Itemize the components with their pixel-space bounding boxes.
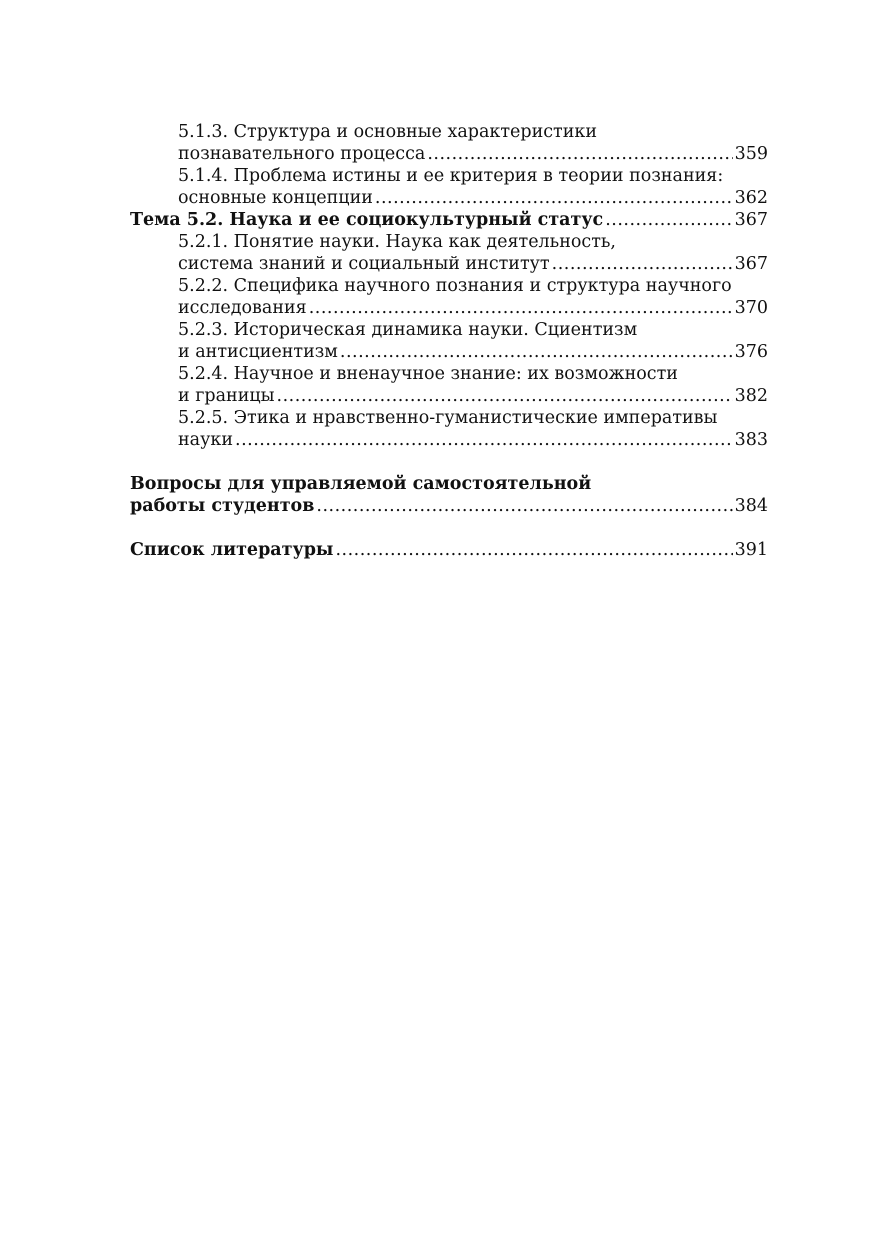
page-number: 382 <box>734 386 768 406</box>
toc-entry-5-1-4[interactable] <box>130 165 768 209</box>
page-number: 384 <box>734 496 768 516</box>
toc-entry-5-2-5[interactable] <box>130 407 768 451</box>
dot-leader <box>427 143 732 165</box>
toc-entry-title: 5.2.3. Историческая динамика науки. Сциентизм <box>178 320 638 340</box>
page-number: 376 <box>734 342 768 362</box>
toc-entry-title: науки <box>178 430 233 450</box>
toc-entry-title: основные концепции <box>178 188 373 208</box>
toc-entry-title: и антисциентизм <box>178 342 338 362</box>
dot-leader <box>605 209 732 231</box>
page-number: 383 <box>734 430 768 450</box>
page-number: 370 <box>734 298 768 318</box>
toc-entry-title: исследования <box>178 298 307 318</box>
toc-entry-title: 5.1.4. Проблема истины и ее критерия в теории познания: <box>178 166 724 186</box>
toc-entry-5-2-3[interactable] <box>130 319 768 363</box>
dot-leader <box>235 429 733 451</box>
dot-leader <box>340 341 733 363</box>
toc-entry-title: система знаний и социальный институт <box>178 254 550 274</box>
toc-entry-title: Вопросы для управляемой самостоятельной <box>130 474 592 494</box>
dot-leader <box>335 539 732 561</box>
toc-entry-5-1-3[interactable] <box>130 121 768 165</box>
toc-entry-title: 5.2.5. Этика и нравственно-гуманистические императивы <box>178 408 718 428</box>
toc-entry-title: 5.2.4. Научное и вненаучное знание: их возможности <box>178 364 678 384</box>
dot-leader <box>316 495 732 517</box>
toc-entry-5-2-2[interactable] <box>130 275 768 319</box>
page-number: 359 <box>734 144 768 164</box>
page-number: 367 <box>734 210 768 230</box>
toc-entry-5-2-1[interactable] <box>130 231 768 275</box>
toc-entry-title: 5.2.2. Специфика научного познания и структура научного <box>178 276 732 296</box>
page-number: 367 <box>734 254 768 274</box>
table-of-contents <box>130 121 768 561</box>
dot-leader <box>309 297 733 319</box>
page-number: 362 <box>734 188 768 208</box>
dot-leader <box>277 385 733 407</box>
toc-entry-title: познавательного процесса <box>178 144 426 164</box>
page-number: 391 <box>734 540 768 560</box>
toc-entry-topic-5-2[interactable] <box>130 209 768 231</box>
toc-entry-title: работы студентов <box>130 496 315 516</box>
toc-entry-title: Список литературы <box>130 540 334 560</box>
toc-entry-title: Тема 5.2. Наука и ее социокультурный статус <box>130 210 604 230</box>
toc-entry-title: и границы <box>178 386 275 406</box>
toc-entry-bibliography[interactable] <box>130 539 768 561</box>
toc-entry-questions[interactable] <box>130 473 768 517</box>
toc-entry-5-2-4[interactable] <box>130 363 768 407</box>
dot-leader <box>552 253 733 275</box>
toc-entry-title: 5.1.3. Структура и основные характеристики <box>178 122 597 142</box>
dot-leader <box>375 187 733 209</box>
toc-entry-title: 5.2.1. Понятие науки. Наука как деятельность, <box>178 232 616 252</box>
